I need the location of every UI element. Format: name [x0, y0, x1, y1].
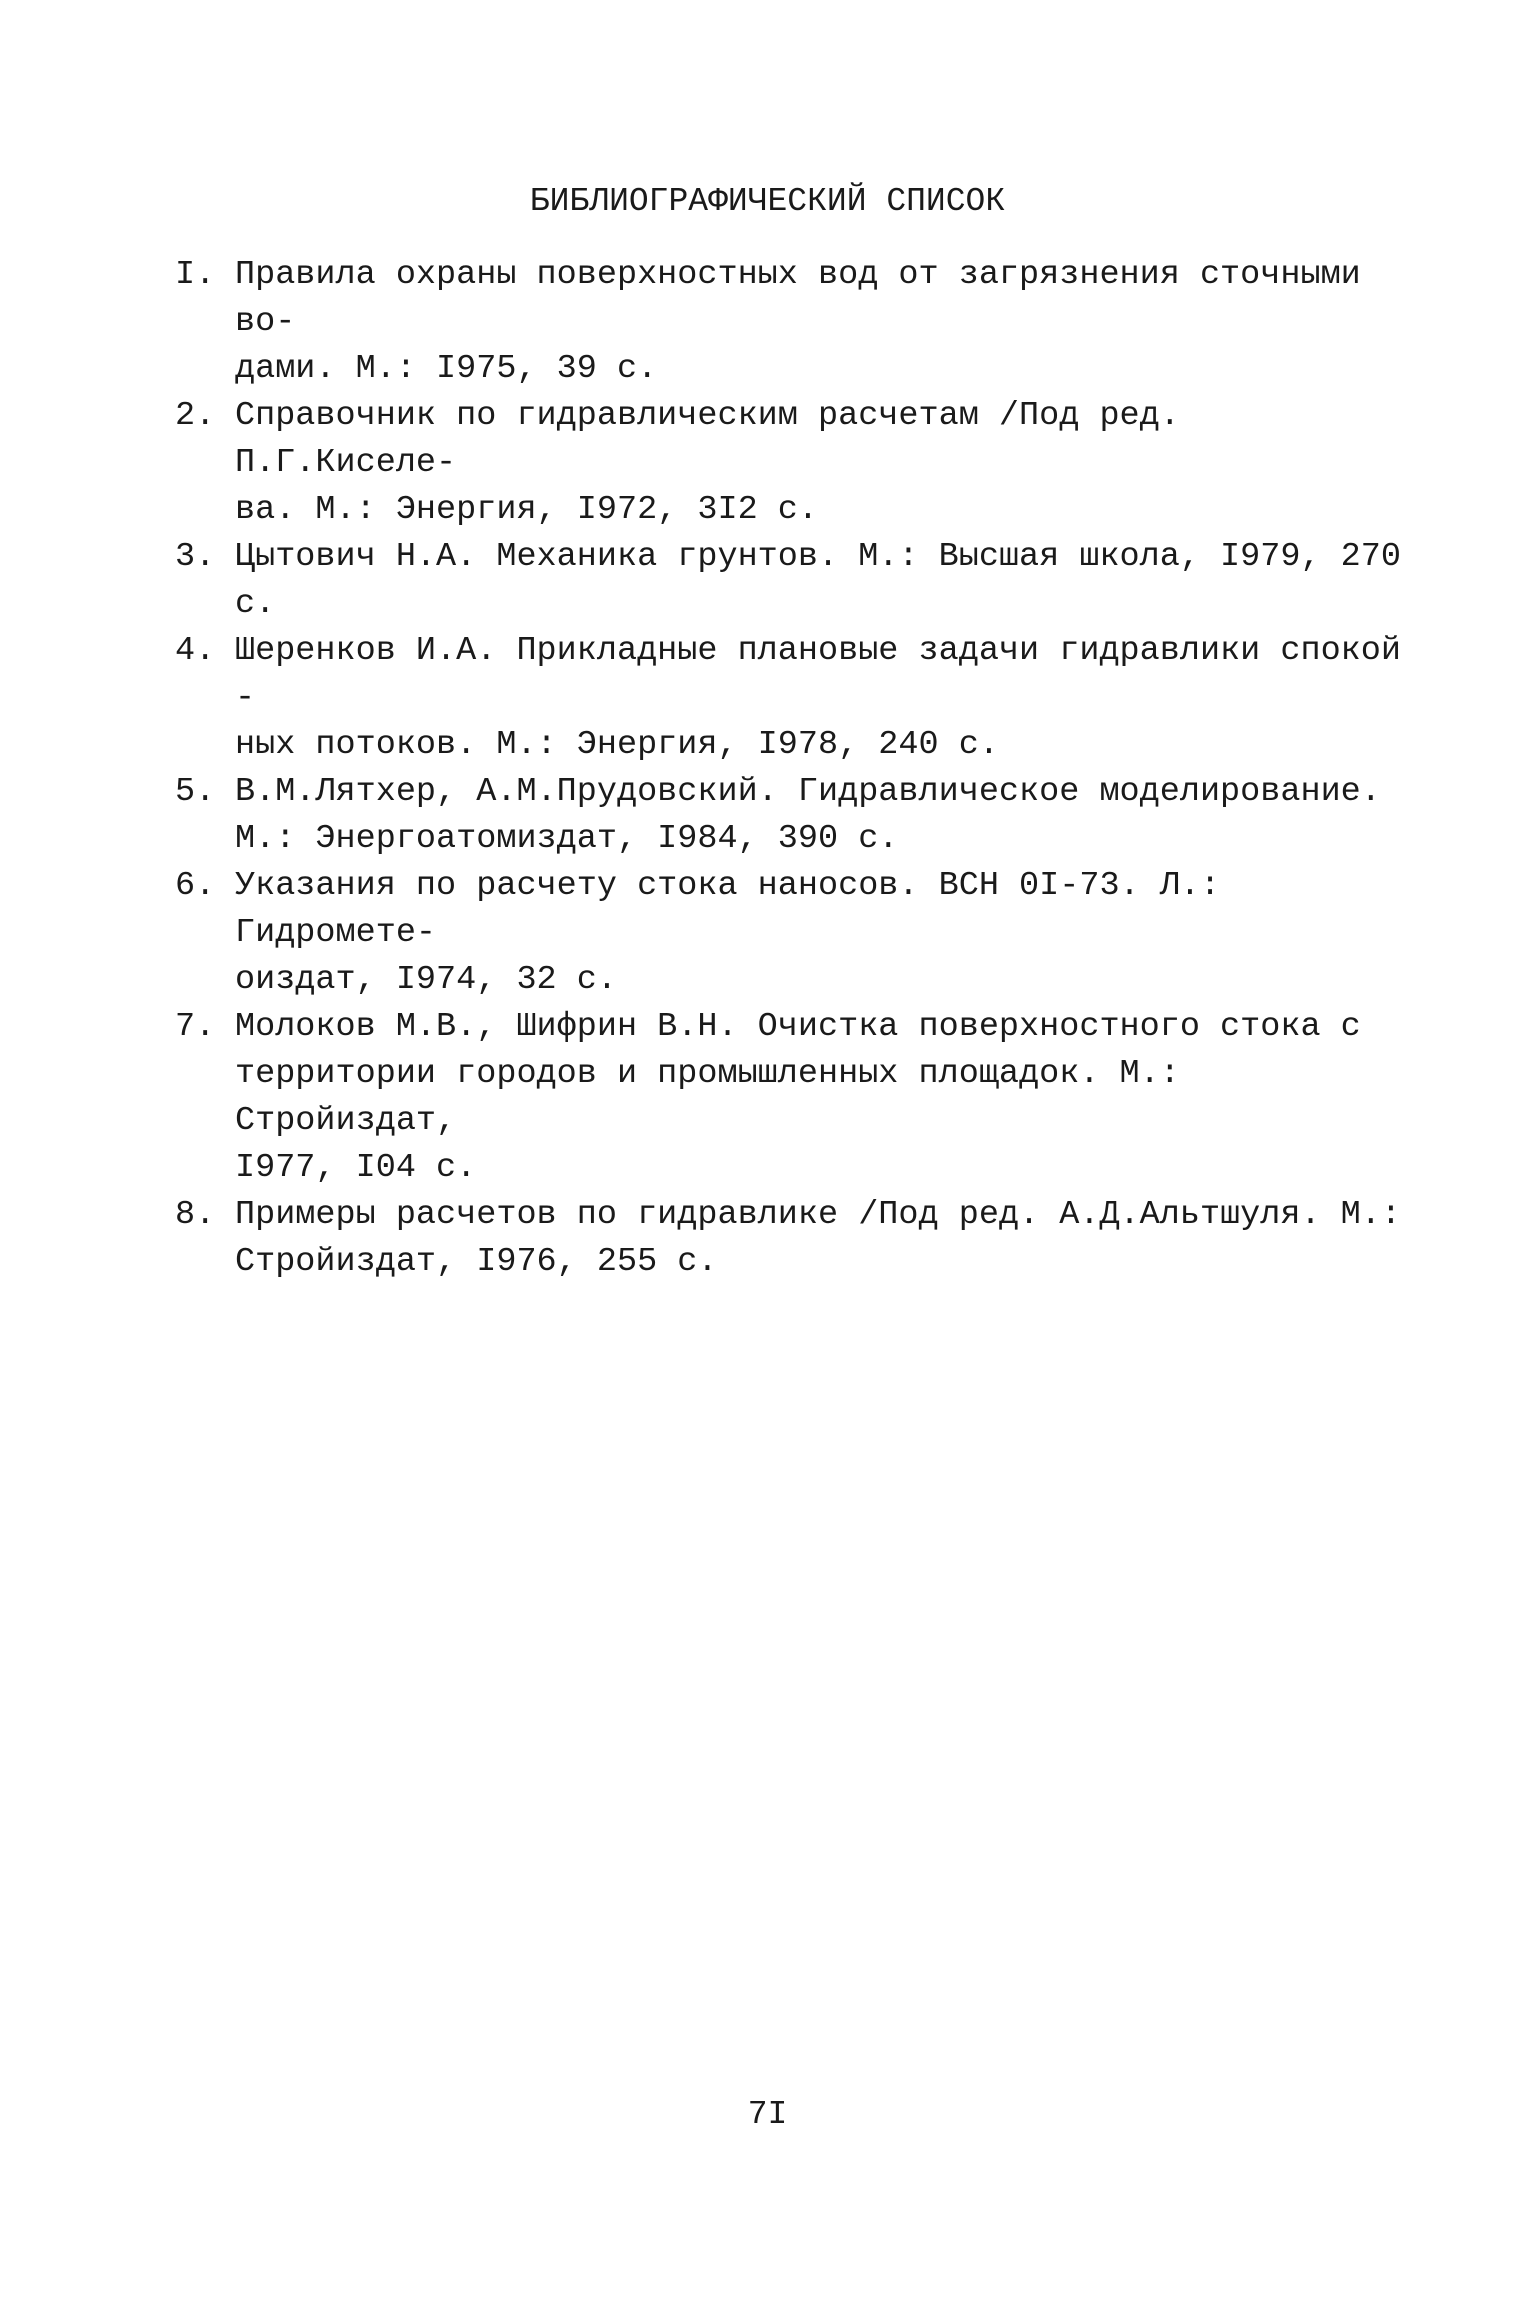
reference-item — [175, 1004, 1405, 1192]
bibliography-list — [175, 252, 1405, 1286]
reference-number: 8. — [175, 1196, 216, 1234]
reference-text: Примеры расчетов по гидравлике /Под ред. А.Д.Альтшуля. М.: Стройиздат, I976, 255 с. — [235, 1196, 1401, 1281]
reference-text: Справочник по гидравлическим расчетам /Под ред. П.Г.Киселе- ва. М.: Энергия, I972, 3I2 с. — [235, 397, 1180, 529]
reference-text: В.М.Лятхер, А.М.Прудовский. Гидравлическое моделирование. М.: Энергоатомиздат, I984, 390 с. — [235, 773, 1381, 858]
reference-text: Указания по расчету стока наносов. ВСН 0I-73. Л.: Гидромете- оиздат, I974, 32 с. — [235, 867, 1221, 999]
page-title: БИБЛИОГРАФИЧЕСКИЙ СПИСОК — [529, 183, 1006, 220]
reference-item — [175, 628, 1405, 769]
reference-item — [175, 863, 1405, 1004]
reference-number: 2. — [175, 397, 216, 435]
reference-item — [175, 769, 1405, 863]
reference-text: Цытович Н.А. Механика грунтов. М.: Высшая школа, I979, 270 с. — [235, 538, 1401, 623]
reference-text: Шеренков И.А. Прикладные плановые задачи гидравлики спокой - ных потоков. М.: Энергия, I978, 240 с. — [235, 632, 1401, 764]
reference-text: Молоков М.В., Шифрин В.Н. Очистка поверхностного стока с территории городов и промышленных площадок. М.: Стройиздат, I977, I04 с. — [235, 1008, 1361, 1187]
reference-text: Правила охраны поверхностных вод от загрязнения сточными во- дами. М.: I975, 39 с. — [235, 256, 1361, 388]
reference-number: 5. — [175, 773, 216, 811]
reference-number: 3. — [175, 538, 216, 576]
reference-item — [175, 393, 1405, 534]
reference-number: I. — [175, 256, 216, 294]
page-number: 7I — [747, 2096, 788, 2133]
reference-number: 7. — [175, 1008, 216, 1046]
reference-number: 6. — [175, 867, 216, 905]
reference-number: 4. — [175, 632, 216, 670]
reference-item — [175, 534, 1405, 628]
reference-item — [175, 252, 1405, 393]
reference-item — [175, 1192, 1405, 1286]
